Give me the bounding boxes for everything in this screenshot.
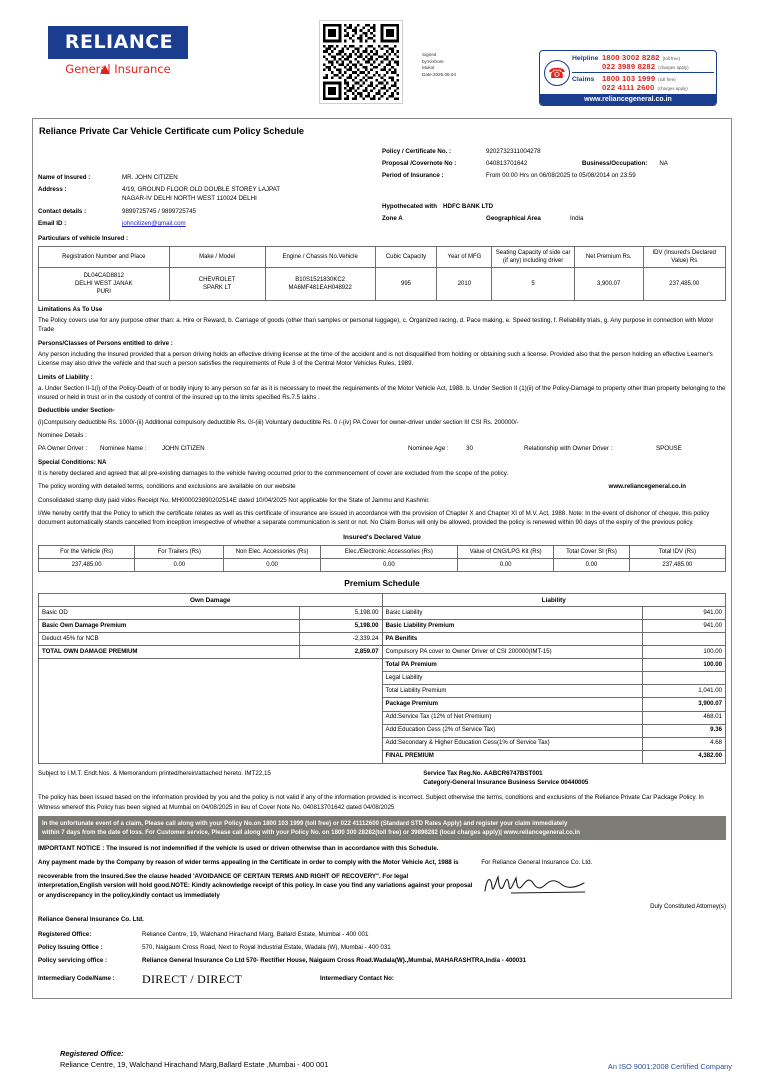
li-row [383, 646, 726, 659]
li-amount-2 [643, 633, 726, 646]
qr-code [319, 20, 403, 104]
claims-tollfree-number: 1800 103 1999 [602, 74, 656, 83]
certification-text: I/We hereby certify that the Policy to which the certificate relates as well as this certificate of insurance are issued in accordance with the provision of Chapter X and Chapter XI of M.V. Act, 1988. Note: In the event of dishonor of cheque, this policy document automatically stands cancelled from inception irrespective of whether a separate communication is sent or not. No Claim Bonus will only be allowed, provided the policy is renewed within 90 days of the expiry of the previous policy. [38, 509, 710, 527]
li-label-3: Compulsory PA cover to Owner Driver of CSI 200000(IMT-15) [383, 646, 643, 659]
od-label-0: Basic OD [39, 607, 299, 620]
claims-charged-note: (charges apply) [657, 86, 688, 91]
payment-text-block [38, 858, 473, 912]
insured-name-label: Name of Insured : [38, 173, 91, 181]
col-registration: Registration Number and Place [39, 246, 170, 267]
claim-notice-strip [38, 816, 726, 840]
insured-contact-label: Contact details : [38, 207, 87, 215]
claims-tollfree-note: (toll free) [658, 77, 676, 82]
logo-wordmark: RELIANCE [64, 31, 174, 53]
idv-col-total-cover: Total Cover SI (Rs) [554, 546, 630, 559]
insured-details-block [38, 147, 382, 231]
li-label-5: Legal Liability [383, 672, 643, 685]
footer-address-block [60, 1048, 328, 1071]
col-year-mfg: Year of MFG [437, 246, 492, 267]
li-row [383, 672, 726, 685]
limitations-text: The Policy covers use for any purpose other than: a. Hire or Reward, b. Carriage of goods (other than samples or personal luggage), c. Organized racing, d. Pace making, e. Speed testing, f. Reliability trials, g. Any purpose in connection with Motor Trade [38, 317, 714, 334]
idv-table-title: Insured's Declared Value [343, 534, 421, 542]
li-label-10: Add:Secondary & Higher Education Cess(1% of Service Tax) [383, 737, 643, 750]
imt-text: Subject to I.M.T. Endt.Nos. & Memorandum printed/herein/attached hereto. IMT22,15 [38, 769, 271, 777]
intermediary-contact-label: Intermediary Contact No: [320, 974, 394, 982]
registered-office-label: Registered Office: [38, 930, 92, 938]
li-row [383, 698, 726, 711]
liability-rows [383, 607, 726, 762]
claims-charged-number: 022 4111 2600 [602, 83, 655, 92]
li-amount-7: 3,900.07 [643, 698, 726, 711]
li-label-9: Add:Education Cess (2% of Service Tax) [383, 724, 643, 737]
li-amount-1: 941.00 [643, 620, 726, 633]
company-website-link[interactable]: www.reliancegeneral.co.in [540, 94, 716, 105]
li-amount-8: 468.01 [643, 711, 726, 724]
policy-document [32, 118, 732, 999]
idv-value-row [39, 559, 726, 572]
insured-address-line-1: 4/19, GROUND FLOOR OLD DOUBLE STOREY LAJPAT [122, 186, 281, 194]
iso-certification-text: An ISO 9001:2008 Certified Company [607, 1061, 732, 1071]
li-label-8: Add:Service Tax (12% of Net Premium) [383, 711, 643, 724]
page-title: Reliance Private Car Vehicle Certificate cum Policy Schedule [39, 126, 305, 136]
qr-code-svg [323, 24, 399, 100]
proposal-number-value: 040813701642 [486, 160, 528, 168]
helpline-charged-number: 022 3989 8282 [602, 62, 656, 71]
premium-schedule-title: Premium Schedule [344, 578, 420, 589]
issuance-text: The policy has been issued based on the information provided by you and the policy is not valid if any of the information provided is incorrect. Subject otherwise the terms, conditions and exclusions of the Reliance Private Car Package Policy. In Witness whereof this Policy has been signed at Mumbai on 04/08/2025 in lieu of Cover Note No. 040813701642 dated 04/08/2025 [38, 794, 704, 811]
service-tax-block [423, 769, 726, 789]
servicing-office-value: Reliance General Insurance Co Ltd 570- Rectifier House, Naigaum Cross Road.Wadala(W).,Mumbai, MAHARASHTRA,India - 400031 [142, 957, 527, 965]
proposal-number-row [382, 159, 726, 168]
li-label-11: FINAL PREMIUM [383, 750, 643, 763]
helpline-tollfree-number: 1800 3002 8282 [602, 53, 660, 62]
reliance-logo [48, 26, 188, 76]
claims-label: Claims [572, 76, 595, 83]
limitations-heading: Limitations As To Use [38, 305, 103, 313]
footer-registered-office-address: Reliance Centre, 19, Walchand Hirachand Marg,Ballard Estate ,Mumbai - 400 001 [60, 1060, 329, 1070]
li-label-4: Total PA Premium [383, 659, 643, 672]
od-label-3: TOTAL OWN DAMAGE PREMIUM [39, 646, 299, 659]
policy-summary-section [38, 147, 726, 231]
policy-number-label: Policy / Certificate No. : [382, 147, 452, 155]
signature-line-3: Mukul [422, 65, 435, 71]
li-row [383, 750, 726, 763]
signature-line-2: by:Kishore [422, 58, 444, 64]
servicing-office-row [38, 956, 726, 965]
claim-strip-line-2: within 7 days from the date of loss. For Customer service, Please call along with your Policy No. on 1800 300 28282(toll free) or 39898282 (local charges apply)| www.reliancegeneral.co.in [42, 829, 580, 837]
pa-owner-driver-label: PA Owner Driver : [38, 445, 88, 453]
od-amount-1: 5,198.00 [299, 620, 382, 633]
li-amount-9: 9.36 [643, 724, 726, 737]
od-label-1: Basic Own Damage Premium [39, 620, 299, 633]
zone-row [382, 214, 726, 223]
company-name: Reliance General Insurance Co. Ltd. [38, 916, 144, 924]
phone-icon-wrap [542, 53, 572, 92]
col-net-premium: Net Premium Rs. [574, 246, 643, 267]
helpline-contact-card [539, 50, 717, 106]
preexisting-damage-text: It is hereby declared and agreed that all pre-existing damages to the vehicle having occurred prior to the commencement of cover are excluded from the scope of the policy. [38, 469, 509, 477]
cell-registration [39, 267, 170, 300]
footer-registered-office-label: Registered Office: [60, 1049, 124, 1058]
idv-val-trailers: 0.00 [135, 559, 224, 572]
limits-heading: Limits of Liability : [38, 373, 93, 381]
logo-box [48, 26, 188, 59]
service-tax-category: Category-General Insurance Business Service 00440005 [423, 779, 589, 787]
important-notice: IMPORTANT NOTICE : The insured is not indemnified if the vehicle is used or driven otherwise than in accordance with this Schedule. [38, 845, 439, 853]
insured-contact-row [38, 207, 382, 216]
logo-tagline: General Insurance [65, 62, 171, 76]
li-row [383, 685, 726, 698]
cell-make-model [169, 267, 265, 300]
company-address-block [38, 915, 726, 987]
own-damage-pane [39, 607, 383, 763]
intermediary-value: DIRECT / DIRECT [142, 971, 243, 986]
signature-svg [481, 871, 591, 897]
col-cubic-capacity: Cubic Capacity [375, 246, 437, 267]
hypothecated-value: HDFC BANK LTD [443, 202, 494, 210]
cell-net-premium: 3,900.07 [574, 267, 643, 300]
insured-email-value[interactable]: johncitizen@gmail.com [122, 219, 186, 227]
li-row [383, 607, 726, 620]
od-row [39, 646, 382, 659]
insured-address-row [38, 185, 382, 204]
signature-line-1: Signed [422, 52, 437, 57]
od-row [39, 620, 382, 633]
li-label-7: Package Premium [383, 698, 643, 711]
li-label-6: Total Liability Premium [383, 685, 643, 698]
od-label-2: Deduct 45% for NCB [39, 633, 299, 646]
helpline-charged-note: (charges apply) [658, 65, 689, 70]
od-amount-0: 5,198.00 [299, 607, 382, 620]
idv-val-total-cover: 0.00 [554, 559, 630, 572]
li-amount-5 [643, 672, 726, 685]
cell-engine-chassis [265, 267, 375, 300]
issuing-office-row [38, 943, 726, 952]
idv-val-elec: 0.00 [320, 559, 457, 572]
issuing-office-label: Policy Issuing Office : [38, 944, 103, 952]
imt-and-tax-row [38, 769, 726, 789]
li-row [383, 659, 726, 672]
stamp-duty-text: Consolidated stamp duty paid vides Receipt No. MH000023890202514E dated 10/04/2025 Not applicable for the State of Jammu and Kashmir. [38, 496, 430, 504]
relationship-value: SPOUSE [656, 445, 682, 453]
idv-val-non-elec: 0.00 [224, 559, 320, 572]
policy-wording-text: The policy wording with detailed terms, conditions and exclusions are available on our website [38, 483, 296, 491]
period-value: From 00:00 Hrs on 06/08/2025 to 05/08/2014 on 23:59 [486, 172, 636, 180]
insured-email-row [38, 219, 382, 228]
nominee-name-label: Nominee Name : [100, 445, 147, 453]
idv-col-non-elec: Non Elec. Accessories (Rs) [224, 546, 320, 559]
own-damage-header: Own Damage [39, 594, 383, 607]
geographical-area-value: India [570, 214, 584, 222]
col-idv: IDV (Insured's Declared Value) Rs [643, 246, 726, 267]
page-header [0, 0, 765, 103]
registered-office-row [38, 930, 726, 939]
servicing-office-label: Policy servicing office : [38, 957, 108, 965]
registered-office-value: Reliance Centre, 19, Walchand Hirachand Marg, Ballard Estate, Mumbai - 400 001 [142, 930, 369, 938]
premium-body-row [39, 607, 726, 763]
period-of-insurance-row [382, 171, 726, 180]
engine-number: B10S1521830KC2 [295, 276, 345, 283]
cell-year-mfg: 2010 [437, 267, 492, 300]
li-row [383, 737, 726, 750]
od-amount-2: -2,339.24 [299, 633, 382, 646]
registration-line-2: DELHI WEST JANAK [74, 280, 133, 287]
persons-heading: Persons/Classes of Persons entitled to drive : [38, 339, 173, 347]
cell-seating: 5 [492, 267, 574, 300]
li-amount-6: 1,041.00 [643, 685, 726, 698]
registration-line-3: PURI [96, 288, 111, 295]
li-row [383, 711, 726, 724]
helpline-tollfree-note: (toll free) [662, 56, 681, 61]
insured-name-value: MR. JOHN CITIZEN [122, 173, 178, 181]
vehicle-section-label: Particulars of vehicle Insured : [38, 235, 129, 243]
policy-number-row [382, 147, 726, 156]
intermediary-label: Intermediary Code/Name : [38, 974, 115, 982]
claim-strip-line-1: In the unfortunate event of a claim, Please call along with your Policy No.on 1800 103 1999 (toll free) or 022 41112600 (Standard STD Rates Apply) and register your claim immediately [42, 820, 568, 827]
deductible-heading: Deductible under Section- [38, 407, 115, 415]
deductible-text: (i)Compulsory deductible Rs. 1000/-(ii) Additional compulsory deductible Rs. 0/-(iii) Voluntary deductible Rs. 0 /-(iv) PA Cover for owner-driver under section III CSI Rs. 200000/- [38, 418, 519, 426]
proposal-number-label: Proposal /Covernote No : [382, 160, 457, 168]
od-filler-row [39, 659, 382, 721]
idv-col-cng: Value of CNG/LPG Kit (Rs) [458, 546, 554, 559]
nominee-row [38, 444, 726, 453]
li-label-0: Basic Liability [383, 607, 643, 620]
for-company-text: For Reliance General Insurance Co. Ltd. [481, 858, 593, 866]
li-row [383, 620, 726, 633]
insured-contact-value: 9899725745 / 9899725745 [122, 207, 196, 215]
idv-header-row [39, 546, 726, 559]
issuing-office-value: 570, Naigaum Cross Road, Next to Royal Industrial Estate, Wadala (W), Mumbai - 400 031 [142, 944, 391, 952]
business-occupation-label: Business/Occupation: [582, 160, 648, 168]
od-blank-fill [39, 659, 382, 721]
vehicle-table-header-row [39, 246, 726, 267]
col-seating-capacity: Seating Capacity of side car (if any) including driver [492, 246, 574, 267]
period-label: Period of Insurance : [382, 172, 444, 180]
zone-label: Zone A [382, 214, 403, 222]
liability-header: Liability [382, 594, 726, 607]
handwritten-signature-icon [481, 871, 726, 900]
insured-name-row [38, 173, 382, 182]
idv-val-total-idv: 237,485.00 [629, 559, 725, 572]
li-label-2: PA Benifits [383, 633, 643, 646]
policy-details-block [382, 147, 726, 231]
geographical-area-label: Geographical Area [486, 214, 541, 222]
li-amount-11: 4,382.00 [643, 750, 726, 763]
payment-text-2: recoverable from the Insured.See the clause headed 'AVOIDANCE OF CERTAIN TERMS AND RIGHT OF RECOVERY". For legal interpretation,English version will hold good.NOTE: Kindly acknowledge receipt of this policy. In case you find any variations against your proposal or anydiscrepancy in the policy,kindly contact us immediately [38, 873, 473, 899]
nominee-name-value: JOHN CITIZEN [162, 445, 205, 453]
page-footer [60, 1048, 732, 1071]
signature-line-4: Date:2025.08.04 [422, 71, 456, 77]
payment-and-signature-row [38, 858, 726, 912]
hypothecation-row [382, 202, 726, 211]
helpline-label: Helpline [572, 55, 599, 62]
relationship-label: Relationship with Owner Driver : [524, 445, 613, 453]
li-amount-10: 4.68 [643, 737, 726, 750]
special-conditions: Special Conditions: NA [38, 458, 107, 466]
persons-text: Any person including the Insured provided that a person driving holds an effective driving license at the time of the accident and is not disqualified from holding or obtaining such a license. Provided also that the person holding an effective Learner's License may also drive the vehicle and that such a person satisfies the requirements of Rule 3 of the Central Motor Vehicles Rules, 1989. [38, 350, 713, 368]
hypothecated-label: Hypothecated with [382, 202, 438, 210]
col-engine-chassis: Engine / Chassis No.Vehicle [265, 246, 375, 267]
vehicle-table-row [39, 267, 726, 300]
intermediary-row [38, 970, 726, 988]
business-occupation-value: NA [659, 160, 668, 168]
idv-col-elec: Elec./Electronic Accessories (Rs) [320, 546, 457, 559]
registration-line-1: DL04CAD8812 [83, 272, 124, 279]
premium-section-headers [39, 594, 726, 607]
make-line-1: CHEVROLET [198, 276, 236, 283]
policy-wording-row [38, 482, 726, 491]
li-amount-4: 100.00 [643, 659, 726, 672]
idv-col-trailers: For Trailers (Rs) [135, 546, 224, 559]
signature-block [473, 858, 726, 912]
cell-idv: 237,485.00 [643, 267, 726, 300]
limits-text: a. Under Section II-1(i) of the Policy-Death of or bodily injury to any person so far as it is necessary to meet the requirements of the Motor Vehicle Act, 1988. b. Under Section II (1)(ii) of the Policy-Damage to property other than property belonging to the insured or held in trust or in the custody of control of the insured up to the limits specified Rs.7.5 lakhs . [38, 384, 726, 402]
premium-schedule-table [38, 593, 726, 763]
od-amount-3: 2,859.07 [299, 646, 382, 659]
chassis-number: MA6MF481EAH048922 [288, 284, 352, 291]
service-tax-reg: Service Tax Reg.No. AABCR6747BST001 [423, 769, 543, 777]
cell-cubic-capacity: 995 [375, 267, 437, 300]
digital-signature-stamp [422, 52, 456, 79]
payment-text-1: Any payment made by the Company by reason of wider terms appealing in the Certificate in order to comply with the Motor Vehicle Act, 1988 is [38, 858, 459, 866]
li-row [383, 724, 726, 737]
logo-triangle-icon [100, 65, 110, 74]
insured-email-label: Email ID : [38, 219, 67, 227]
policy-wording-website[interactable]: www.reliancegeneral.co.in [608, 483, 686, 491]
idv-col-total-idv: Total IDV (Rs) [629, 546, 725, 559]
li-row [383, 633, 726, 646]
liability-pane [382, 607, 726, 763]
od-row [39, 607, 382, 620]
li-label-1: Basic Liability Premium [383, 620, 643, 633]
idv-val-vehicle: 237,485.00 [39, 559, 135, 572]
insured-address-label: Address : [38, 186, 67, 194]
li-amount-3: 100.00 [643, 646, 726, 659]
policy-number-value: 9202732311004278 [486, 147, 541, 155]
insured-address-line-2: NAGAR-IV DELHI NORTH WEST 110024 DELHI [122, 195, 257, 203]
own-damage-rows [39, 607, 382, 720]
make-line-2: SPARK LT [203, 284, 232, 291]
idv-table [38, 545, 726, 572]
col-make-model: Make / Model [169, 246, 265, 267]
vehicle-particulars-table [38, 246, 726, 301]
od-row [39, 633, 382, 646]
nominee-age-label: Nominee Age : [408, 445, 449, 453]
nominee-heading: Nominee Details : [38, 432, 87, 440]
idv-val-cng: 0.00 [458, 559, 554, 572]
nominee-age-value: 30 [466, 445, 473, 453]
idv-col-vehicle: For the Vehicle (Rs) [39, 546, 135, 559]
duly-constituted-text: Duly Constituted Attorney(s) [650, 903, 726, 911]
li-amount-0: 941.00 [643, 607, 726, 620]
phone-icon: ☎ [544, 60, 570, 86]
